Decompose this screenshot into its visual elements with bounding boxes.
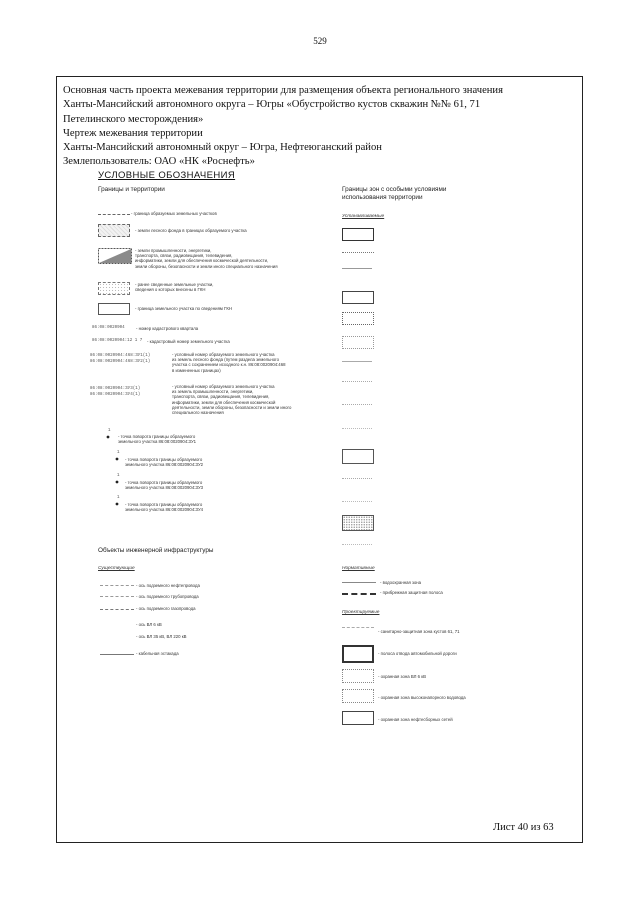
zone-swatch (342, 478, 372, 479)
header-line: Ханты-Мансийский автономный округ – Югра, Нефтеюганский район (63, 142, 382, 154)
water-main-zone-swatch (342, 689, 374, 703)
point-number: 1 (108, 429, 111, 433)
oil-pipeline-swatch (100, 585, 134, 586)
zone-swatch (342, 404, 372, 405)
cadastral-quarter-marker: 86:08:0020904 (92, 326, 125, 330)
legend-text: - охранная зона высоконапорного водовода (378, 695, 466, 700)
legend-text: - ось ВЛ 35 кВ, ВЛ 220 кВ (136, 634, 187, 639)
legend-text: - ось подземного трубопровода (136, 594, 199, 599)
legend-text: - земли лесного фонда в границах образуемого участка (135, 228, 247, 233)
header-line: Основная часть проекта межевания территории для размещения объекта регионального значения (63, 85, 503, 96)
gkn-boundary-swatch (98, 303, 130, 315)
sanitary-zone-swatch (342, 627, 374, 628)
water-zone-swatch (342, 582, 376, 583)
zone-swatch (342, 449, 374, 464)
point-number: 1 (117, 496, 120, 500)
industrial-plot-number-marker: 86:08:0020904:ЗУ3(1) 86:08:0020904:ЗУ4(1) (90, 387, 141, 397)
header-line: Землепользователь: ОАО «НК «Роснефть» (63, 156, 255, 168)
oil-network-zone-swatch (342, 711, 374, 725)
legend-text: - ось подземного газопровода (136, 606, 196, 611)
legend-text: - точка поворота границы образуемого земельного участка 86:08:0020904:ЗУ1 (118, 434, 197, 445)
legend-text: - ранее сведенные земельные участки, сведения о которых внесены в ГКН (135, 282, 214, 293)
gas-pipeline-swatch (100, 609, 134, 610)
legend-text: - земли промышленности, энергетики, транспорта, связи, радиовещания, телевидения, информатики, земли для обеспечения космической деятельности, земли обороны, безопасности и земли иного специального назначения (135, 248, 278, 269)
forest-land-swatch (98, 224, 130, 237)
zone-swatch (342, 312, 374, 325)
legend-text: - охранная зона ВЛ 6 кВ (378, 674, 426, 679)
industrial-land-swatch (98, 248, 132, 264)
power-zone-swatch (342, 669, 374, 683)
pipeline-swatch (100, 596, 134, 597)
legend-text: - точка поворота границы образуемого земельного участка 86:08:0020904:ЗУ4 (125, 502, 204, 513)
infra-heading: Объекты инженерной инфраструктуры (98, 547, 214, 554)
zone-swatch (342, 291, 374, 304)
road-strip-swatch (342, 645, 374, 663)
normative-subheading: Нормативные (342, 566, 375, 571)
page-number: 529 (313, 36, 327, 46)
header-line: Петелинского месторождения» (63, 113, 204, 125)
header-line: Ханты-Мансийский автономного округа – Югры «Обустройство кустов скважин №№ 61, 71 (63, 99, 481, 111)
legend-text: - граница земельного участка по сведениям ГКН (135, 306, 232, 311)
legend-text: - граница образуемых земельных участков (131, 211, 217, 216)
legend-text: - ось подземного нефтепровода (136, 583, 200, 588)
forest-plot-number-marker: 86:08:0020904:468:ЗУ1(1) 86:08:0020904:468:ЗУ2(1) (90, 354, 151, 364)
legend-text: - условный номер образуемого земельного участка из земель лесного фонда (путем раздела земельного участка с сохранением исходного к.н. 86:08:0020904:468 в измененных границах) (172, 352, 286, 373)
established-subheading: Устанавливаемые (342, 214, 385, 219)
zone-swatch (342, 428, 372, 429)
registered-plots-swatch (98, 282, 130, 295)
point-number: 1 (117, 451, 120, 455)
zone-swatch (342, 252, 374, 253)
point-number: 1 (117, 474, 120, 478)
legend-text: - точка поворота границы образуемого земельного участка 86:08:0020904:ЗУ2 (125, 457, 204, 468)
right-heading: Границы зон с особыми условиями использования территории (342, 186, 447, 201)
cadastral-number-marker: 86:08:0020904:12 1 7 (92, 339, 143, 343)
existing-subheading: Существующие (98, 566, 135, 571)
projected-subheading: Проектируемые (342, 610, 380, 615)
sheet-number: Лист 40 из 63 (493, 822, 554, 833)
left-heading: Границы и территории (98, 186, 165, 193)
legend-text: - кабельная эстакада (136, 651, 179, 656)
document-header (63, 84, 573, 170)
legend-text: - кадастровый номер земельного участка (147, 339, 230, 344)
boundary-line-swatch (98, 214, 130, 215)
legend-text: - ось ВЛ 6 кВ (136, 622, 162, 627)
zone-swatch (342, 361, 372, 362)
legend-text: - прибрежная защитная полоса (380, 590, 443, 595)
zone-swatch (342, 228, 374, 241)
coastal-strip-swatch (342, 593, 376, 595)
zone-swatch (342, 381, 372, 382)
zone-swatch (342, 501, 372, 502)
legend-text: - номер кадастрового квартала (136, 326, 199, 331)
zone-swatch (342, 515, 374, 531)
legend-text: - полоса отвода автомобильной дороги (378, 651, 457, 656)
zone-swatch (342, 544, 372, 545)
legend-title: УСЛОВНЫЕ ОБОЗНАЧЕНИЯ (98, 170, 236, 181)
header-line: Чертеж межевания территории (63, 127, 203, 139)
legend-text: - водоохранная зона (380, 580, 422, 585)
zone-swatch (342, 268, 372, 269)
legend-text: - точка поворота границы образуемого земельного участка 86:08:0020904:ЗУ3 (125, 480, 204, 491)
legend-text: - санитарно-защитная зона кустов 61, 71 (378, 629, 460, 634)
zone-swatch (342, 336, 374, 349)
legend-text: - охранная зона нефтесборных сетей (378, 717, 453, 722)
cable-trestle-swatch (100, 654, 134, 655)
legend-text: - условный номер образуемого земельного участка из земель промышленности, энергетики, транспорта, связи, радиовещания, телевидения, информатики, земли для обеспечения космической деятельности, земли обороны, безопасности и земли иного специального назначения (172, 384, 292, 416)
